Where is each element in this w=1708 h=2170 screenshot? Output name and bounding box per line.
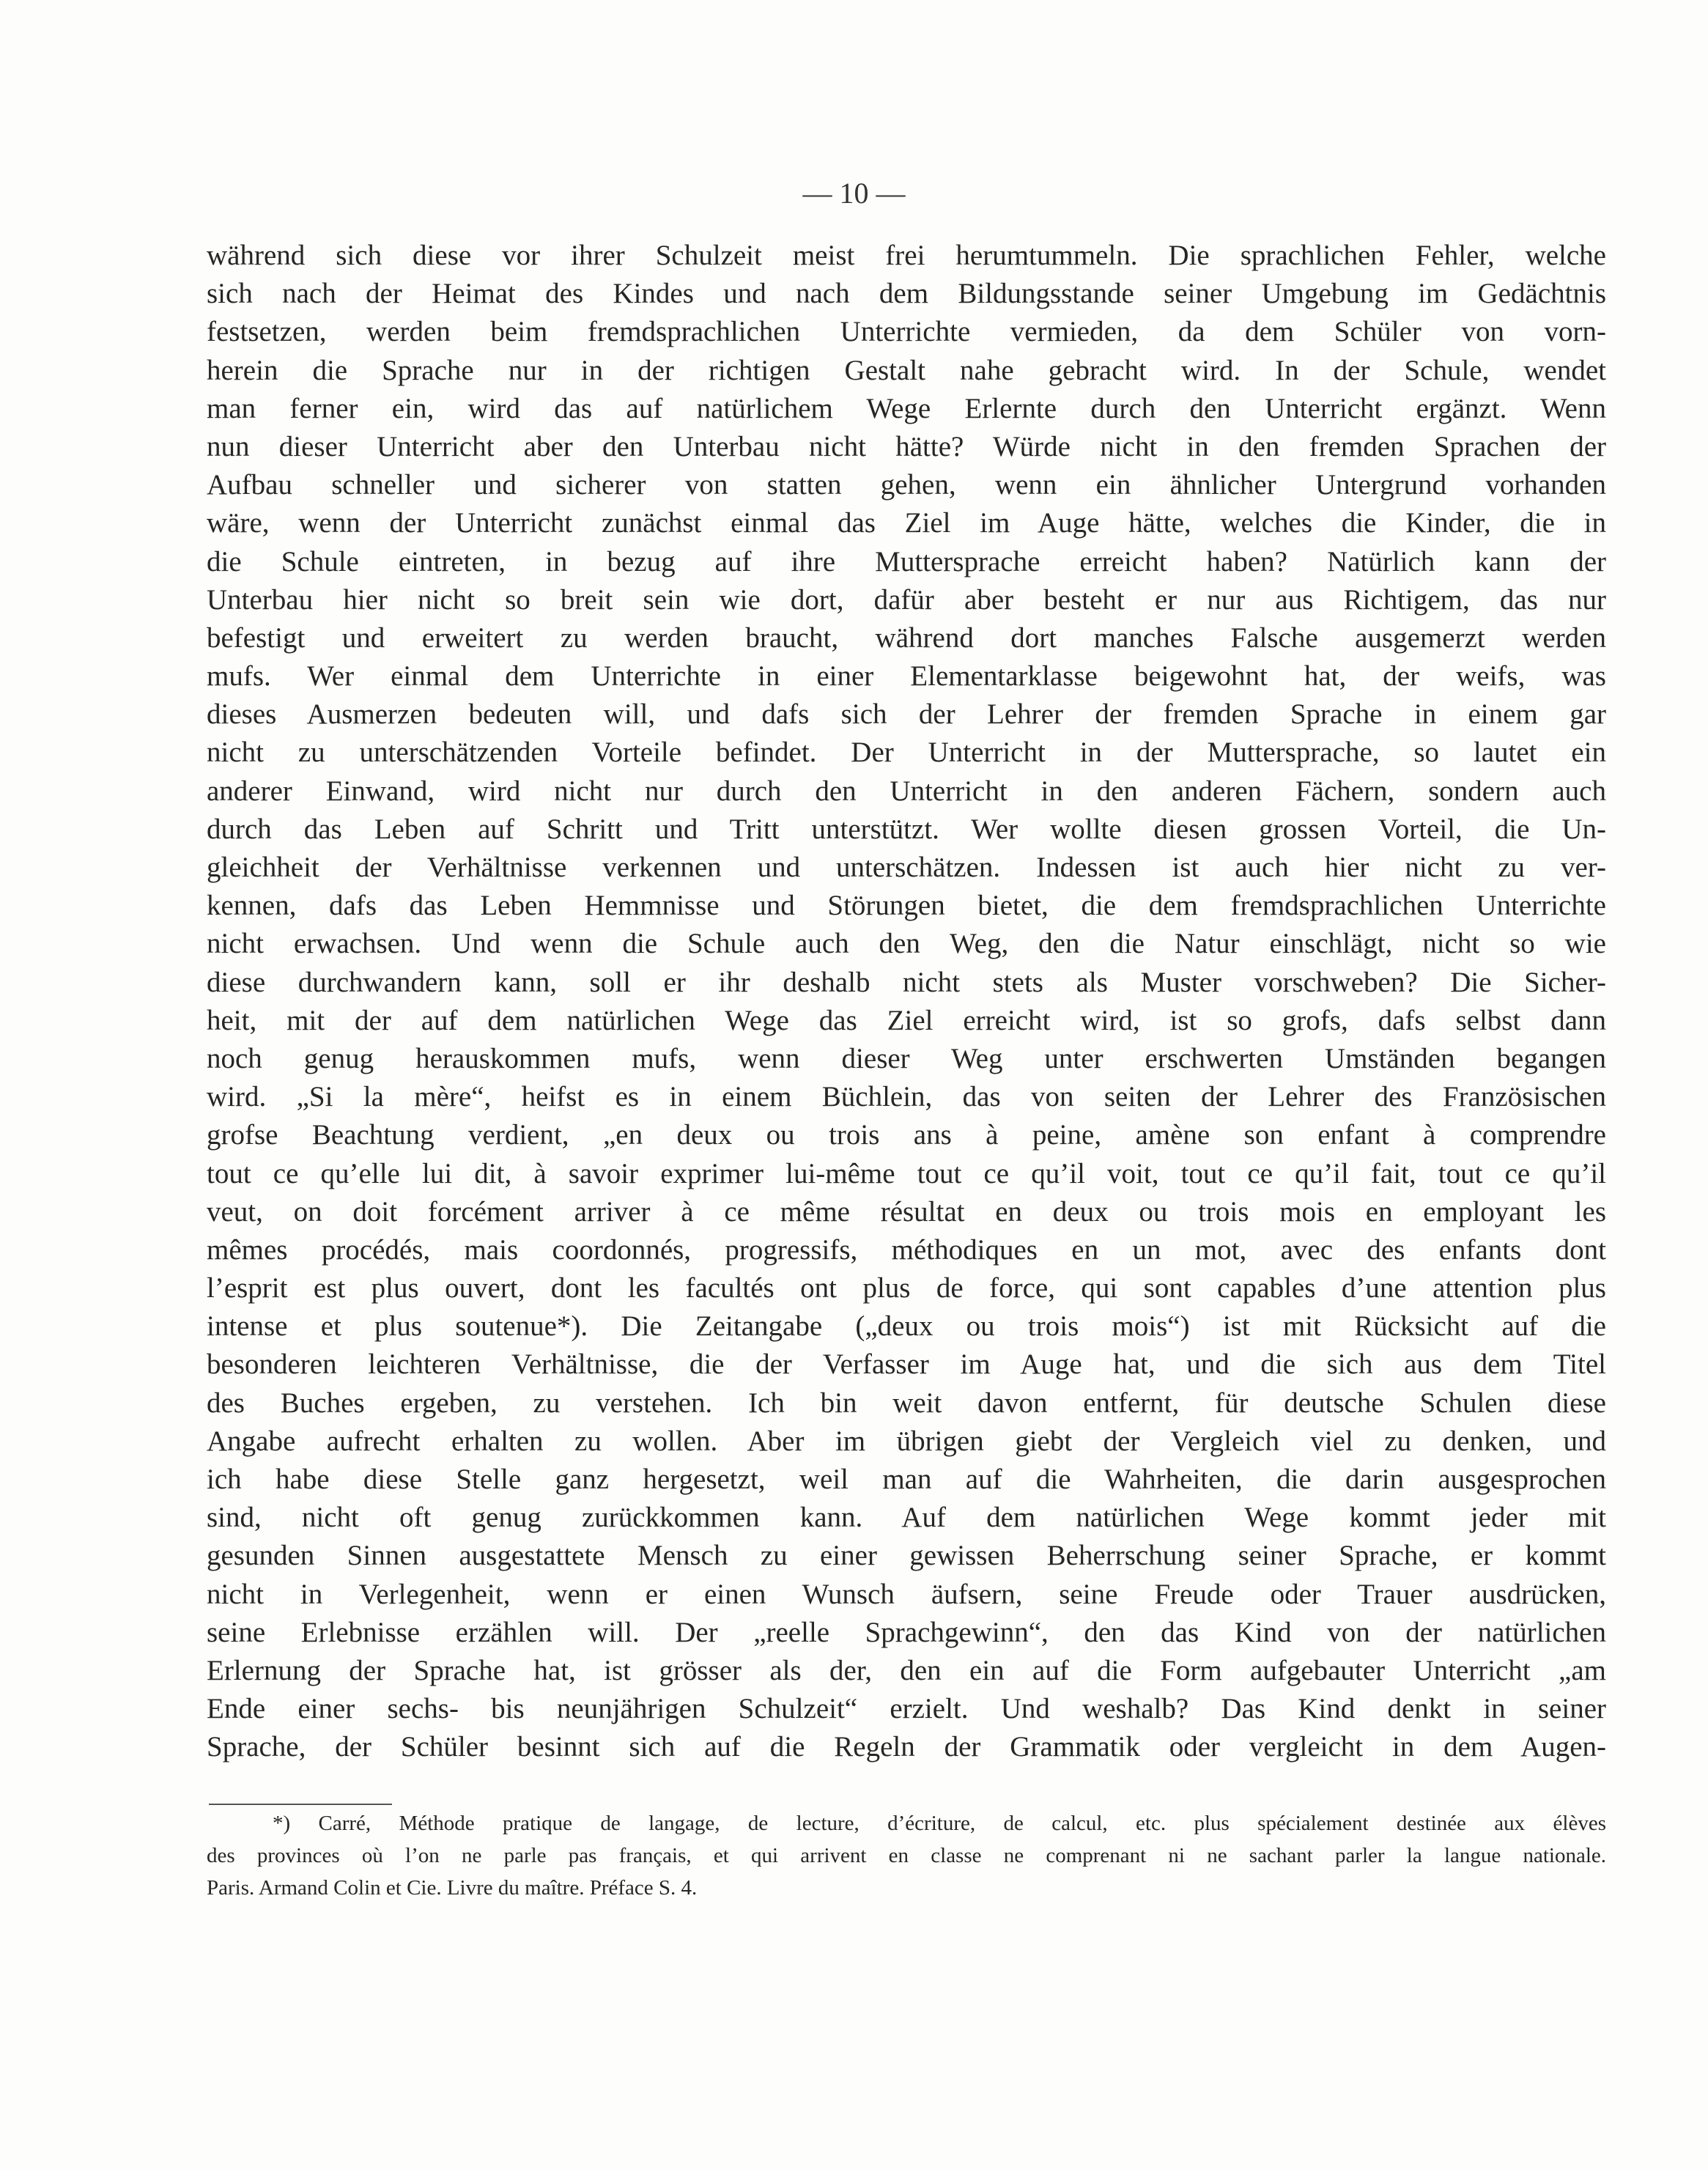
text-line: des Buches ergeben, zu verstehen. Ich bin weit davon entfernt, für deutsche Schulen diese (207, 1387, 1606, 1419)
text-line: sich nach der Heimat des Kindes und nach dem Bildungsstande seiner Umgebung im Gedächtnis (207, 278, 1606, 310)
text-line: Angabe aufrecht erhalten zu wollen. Aber im übrigen giebt der Vergleich viel zu denken, und (207, 1425, 1606, 1457)
text-line: festsetzen, werden beim fremdsprachlichen Unterrichte vermieden, da dem Schüler von vorn- (207, 316, 1606, 348)
text-line: gleichheit der Verhältnisse verkennen und unterschätzen. Indessen ist auch hier nicht zu ver- (207, 852, 1606, 883)
text-line: während sich diese vor ihrer Schulzeit meist frei herumtummeln. Die sprachlichen Fehler, welche (207, 240, 1606, 271)
text-line: Aufbau schneller und sicherer von statten gehen, wenn ein ähnlicher Untergrund vorhanden (207, 469, 1606, 501)
text-line: wäre, wenn der Unterricht zunächst einmal das Ziel im Auge hätte, welches die Kinder, die in (207, 507, 1606, 539)
text-line: ich habe diese Stelle ganz hergesetzt, weil man auf die Wahrheiten, die darin ausgesprochen (207, 1464, 1606, 1495)
text-line: tout ce qu’elle lui dit, à savoir exprimer lui-même tout ce qu’il voit, tout ce qu’il fait, tout ce qu’il (207, 1157, 1606, 1189)
text-line: besonderen leichteren Verhältnisse, die der Verfasser im Auge hat, und die sich aus dem Titel (207, 1348, 1606, 1381)
text-line: Sprache, der Schüler besinnt sich auf die Regeln der Grammatik oder vergleicht in dem Augen- (207, 1731, 1606, 1763)
footnote-divider (209, 1804, 392, 1805)
text-line: nicht zu unterschätzenden Vorteile befindet. Der Unterricht in der Muttersprache, so lautet ein (207, 737, 1606, 769)
text-line: Erlernung der Sprache hat, ist grösser als der, den ein auf die Form aufgebauter Unterricht „am (207, 1654, 1606, 1686)
footnote-line: des provinces où l’on ne parle pas français, et qui arrivent en classe ne comprenant ni ne sachant parler la langue nationale. (207, 1844, 1606, 1867)
footnote-line: *) Carré, Méthode pratique de langage, de lecture, d’écriture, de calcul, etc. plus spécialement destinée aux élèves (273, 1812, 1606, 1835)
text-line: kennen, dafs das Leben Hemmnisse und Störungen bietet, die dem fremdsprachlichen Unterrichte (207, 890, 1606, 922)
text-line: sind, nicht oft genug zurückkommen kann. Auf dem natürlichen Wege kommt jeder mit (207, 1502, 1606, 1534)
text-line: wird. „Si la mère“, heifst es in einem Büchlein, das von seiten der Lehrer des Französischen (207, 1081, 1606, 1113)
text-line: herein die Sprache nur in der richtigen Gestalt nahe gebracht wird. In der Schule, wendet (207, 354, 1606, 386)
footnote-line: Paris. Armand Colin et Cie. Livre du maître. Préface S. 4. (207, 1876, 698, 1900)
text-line: dieses Ausmerzen bedeuten will, und dafs sich der Lehrer der fremden Sprache in einem gar (207, 698, 1606, 731)
text-line: nicht erwachsen. Und wenn die Schule auch den Weg, den die Natur einschlägt, nicht so wie (207, 928, 1606, 960)
text-line: veut, on doit forcément arriver à ce même résultat en deux ou trois mois en employant les (207, 1195, 1606, 1228)
body-text (207, 237, 1606, 1767)
text-line: gesunden Sinnen ausgestattete Mensch zu einer gewissen Beherrschung seiner Sprache, er kommt (207, 1540, 1606, 1572)
text-line: anderer Einwand, wird nicht nur durch den Unterricht in den anderen Fächern, sondern auch (207, 775, 1606, 807)
text-line: die Schule eintreten, in bezug auf ihre Muttersprache erreicht haben? Natürlich kann der (207, 545, 1606, 577)
text-line: grofse Beachtung verdient, „en deux ou trois ans à peine, amène son enfant à comprendre (207, 1119, 1606, 1151)
text-line: noch genug herauskommen mufs, wenn dieser Weg unter erschwerten Umständen begangen (207, 1042, 1606, 1074)
page-number: — 10 — (802, 177, 906, 210)
text-line: mufs. Wer einmal dem Unterrichte in einer Elementarklasse beigewohnt hat, der weifs, was (207, 660, 1606, 693)
text-line: heit, mit der auf dem natürlichen Wege das Ziel erreicht wird, ist so grofs, dafs selbst dann (207, 1004, 1606, 1036)
text-line: mêmes procédés, mais coordonnés, progressifs, méthodiques en un mot, avec des enfants dont (207, 1233, 1606, 1266)
footnote (207, 1807, 1606, 1904)
text-line: nun dieser Unterricht aber den Unterbau nicht hätte? Würde nicht in den fremden Sprachen der (207, 430, 1606, 462)
text-line: l’esprit est plus ouvert, dont les facultés ont plus de force, qui sont capables d’une attention plus (207, 1272, 1606, 1304)
text-line: Ende einer sechs- bis neunjährigen Schulzeit“ erzielt. Und weshalb? Das Kind denkt in seiner (207, 1693, 1606, 1725)
text-line: Unterbau hier nicht so breit sein wie dort, dafür aber besteht er nur aus Richtigem, das nur (207, 583, 1606, 616)
text-line: durch das Leben auf Schritt und Tritt unterstützt. Wer wollte diesen grossen Vorteil, die Un- (207, 813, 1606, 845)
text-line: befestigt und erweitert zu werden braucht, während dort manches Falsche ausgemerzt werden (207, 621, 1606, 654)
text-line: seine Erlebnisse erzählen will. Der „reelle Sprachgewinn“, den das Kind von der natürlichen (207, 1616, 1606, 1648)
text-line: diese durchwandern kann, soll er ihr deshalb nicht stets als Muster vorschweben? Die Sicher- (207, 966, 1606, 998)
text-line: nicht in Verlegenheit, wenn er einen Wunsch äufsern, seine Freude oder Trauer ausdrücken, (207, 1578, 1606, 1610)
text-line: man ferner ein, wird das auf natürlichem Wege Erlernte durch den Unterricht ergänzt. Wenn (207, 392, 1606, 424)
text-line: intense et plus soutenue*). Die Zeitangabe („deux ou trois mois“) ist mit Rücksicht auf die (207, 1310, 1606, 1343)
